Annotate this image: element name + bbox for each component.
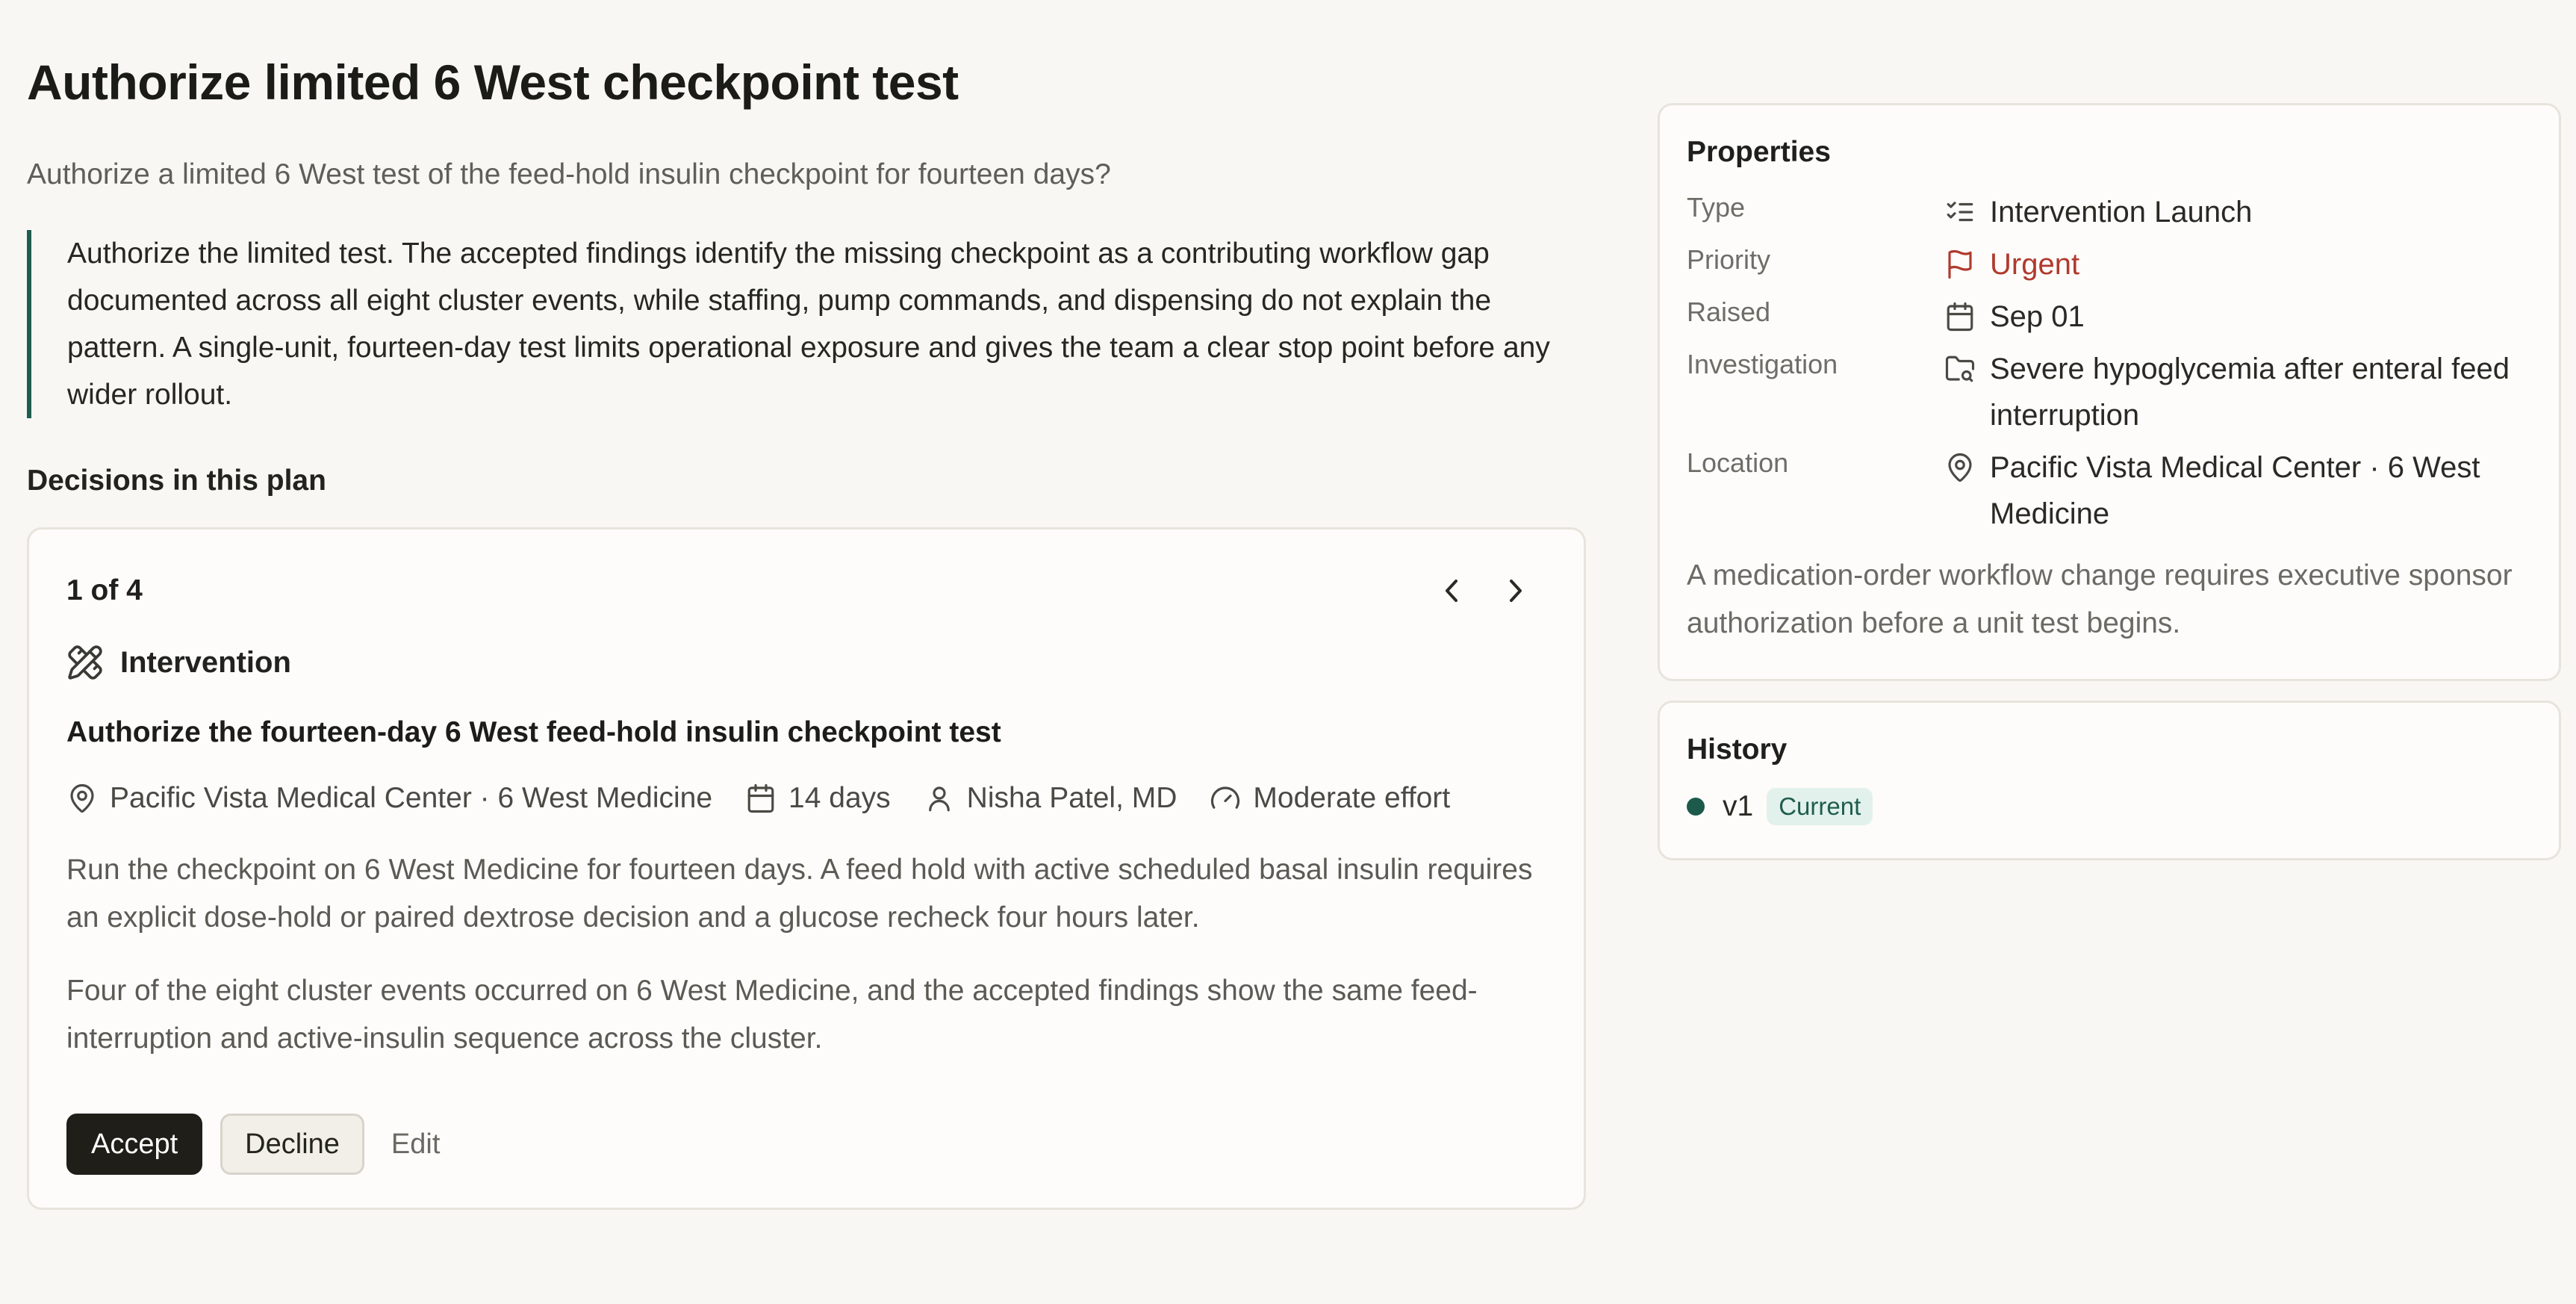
calendar-icon: [745, 783, 777, 814]
edit-link[interactable]: Edit: [391, 1128, 441, 1160]
list-checks-icon: [1944, 196, 1976, 228]
properties-note: A medication-order workflow change requires executive sponsor authorization before a unit test begins.: [1687, 559, 2513, 639]
property-location: [1687, 444, 2532, 537]
decision-title: Authorize the fourteen-day 6 West feed-hold insulin checkpoint test: [66, 716, 1001, 748]
property-value: Urgent: [1990, 248, 2080, 281]
property-key: Priority: [1687, 244, 1771, 275]
meta-duration-label: 14 days: [788, 782, 891, 814]
decision-counter: 1 of 4: [66, 574, 143, 606]
gauge-icon: [1210, 783, 1241, 814]
properties-panel: [1658, 103, 2561, 681]
chevron-left-icon: [1441, 578, 1463, 603]
property-value: Severe hypoglycemia after enteral feed interruption: [1990, 353, 2510, 432]
meta-owner-label: Nisha Patel, MD: [966, 782, 1177, 814]
version-dot-icon: [1687, 798, 1705, 816]
chevron-right-icon: [1504, 578, 1526, 603]
page-title: Authorize limited 6 West checkpoint test: [27, 55, 959, 110]
decision-meta: [66, 777, 1546, 819]
folder-search-icon: [1944, 353, 1976, 385]
meta-effort-label: Moderate effort: [1253, 782, 1451, 814]
decision-pager: [1430, 568, 1537, 613]
property-key: Raised: [1687, 296, 1771, 327]
decision-actions: [66, 1114, 449, 1175]
current-badge: Current: [1767, 788, 1873, 825]
decline-button[interactable]: Decline: [220, 1114, 364, 1175]
calendar-icon: [1944, 301, 1976, 332]
property-investigation: [1687, 346, 2532, 438]
property-priority: [1687, 241, 2532, 288]
property-key: Type: [1687, 192, 1746, 223]
property-value: Sep 01: [1990, 300, 2085, 333]
map-pin-icon: [1944, 452, 1976, 483]
history-panel: [1658, 701, 2561, 860]
accept-button[interactable]: Accept: [66, 1114, 202, 1175]
meta-location: [66, 782, 712, 815]
meta-location-label: Pacific Vista Medical Center · 6 West Medicine: [110, 782, 713, 814]
user-icon: [924, 783, 955, 814]
decision-question: Authorize a limited 6 West test of the feed-hold insulin checkpoint for fourteen days?: [27, 158, 1111, 190]
meta-duration: [745, 782, 891, 815]
history-title: History: [1687, 733, 1788, 766]
decision-kind-label: Intervention: [120, 645, 291, 679]
next-decision-button[interactable]: [1493, 568, 1537, 613]
meta-owner: [924, 782, 1177, 815]
property-key: Investigation: [1687, 349, 1838, 379]
flag-icon: [1944, 249, 1976, 280]
main-content: [27, 45, 1586, 1210]
property-raised: [1687, 294, 2532, 340]
decisions-section-label: Decisions in this plan: [27, 465, 326, 497]
history-entry[interactable]: [1687, 788, 2532, 825]
pencil-ruler-icon: [66, 644, 104, 681]
decision-card: [27, 527, 1586, 1210]
property-key: Location: [1687, 447, 1789, 478]
decision-kind: [66, 642, 1546, 683]
property-value: Pacific Vista Medical Center · 6 West Medicine: [1990, 451, 2480, 530]
decision-description: Run the checkpoint on 6 West Medicine for fourteen days. A feed hold with active scheduled basal insulin requires an explicit dose-hold or paired dextrose decision and a glucose recheck four hours later.: [66, 854, 1533, 934]
map-pin-icon: [66, 783, 98, 814]
version-label: v1: [1723, 790, 1754, 822]
property-value: Intervention Launch: [1990, 196, 2253, 229]
meta-effort: [1210, 782, 1450, 815]
property-type: [1687, 189, 2532, 235]
previous-decision-button[interactable]: [1430, 568, 1475, 613]
decision-rationale: Four of the eight cluster events occurred on 6 West Medicine, and the accepted findings show the same feed-interruption and active-insulin sequence across the cluster.: [66, 975, 1478, 1055]
recommendation-quote: Authorize the limited test. The accepted findings identify the missing checkpoint as a contributing workflow gap documented across all eight cluster events, while staffing, pump commands, and dispensing do not explain the pattern. A single-unit, fourteen-day test limits operational exposure and gives the team a clear stop point before any wider rollout.: [27, 230, 1586, 418]
properties-title: Properties: [1687, 136, 1831, 168]
